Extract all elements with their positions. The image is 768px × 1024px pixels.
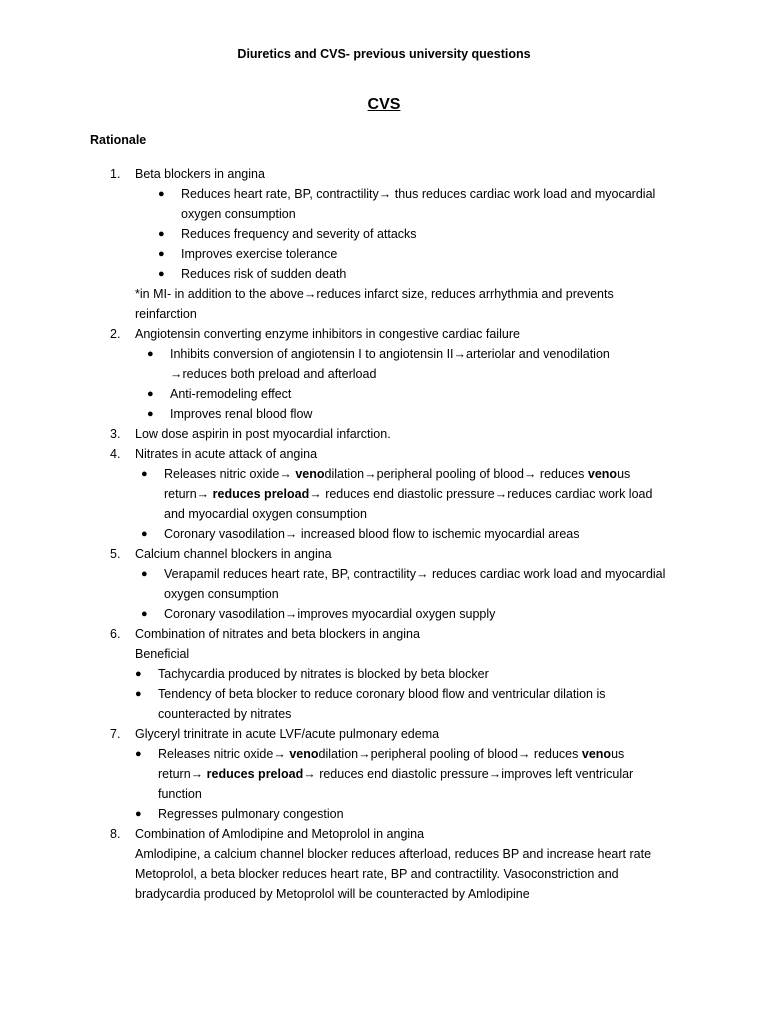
item-text: Glyceryl trinitrate in acute LVF/acute pulmonary edema: [135, 727, 440, 741]
bullet-icon: ●: [141, 528, 148, 540]
item-text: Nitrates in acute attack of angina: [135, 447, 318, 461]
list-item: [0, 544, 768, 624]
item-paragraph: Amlodipine, a calcium channel blocker reduces afterload, reduces BP and increase heart rate: [135, 847, 652, 861]
bullet-text: Anti-remodeling effect: [170, 387, 292, 401]
item-number: 8.: [110, 827, 121, 841]
bullet-icon: ●: [135, 808, 142, 820]
bullet-text: Releases nitric oxide→ venodilation→peripheral pooling of blood→ reduces venous return→ reduces preload→ reduces end diastolic pressure→improves left ventricular function: [158, 747, 634, 801]
bullet-text: Verapamil reduces heart rate, BP, contractility→ reduces cardiac work load and myocardial oxygen consumption: [164, 567, 666, 601]
bullet-icon: ●: [147, 408, 154, 420]
item-number: 2.: [110, 327, 121, 341]
subsection-label: Rationale: [90, 133, 147, 147]
bullet-icon: ●: [141, 608, 148, 620]
list-item: [0, 164, 768, 324]
bullet-icon: ●: [135, 668, 142, 680]
bullet-icon: ●: [158, 188, 165, 200]
item-note: *in MI- in addition to the above→reduces infarct size, reduces arrhythmia and prevents reinfarction: [135, 287, 614, 321]
bullet-text: Coronary vasodilation→improves myocardial oxygen supply: [164, 607, 496, 621]
item-text: Calcium channel blockers in angina: [135, 547, 332, 561]
bullet-icon: ●: [141, 568, 148, 580]
item-paragraph: Metoprolol, a beta blocker reduces heart rate, BP and contractility. Vasoconstriction and bradycardia produced by Metoprolol will be counteracted by Amlodipine: [135, 867, 619, 901]
bullet-icon: ●: [135, 748, 142, 760]
item-text: Combination of Amlodipine and Metoprolol in angina: [135, 827, 425, 841]
item-text: Beta blockers in angina: [135, 167, 265, 181]
bullet-icon: ●: [135, 688, 142, 700]
bullet-icon: ●: [158, 248, 165, 260]
bullet-icon: ●: [158, 268, 165, 280]
list-item: [0, 824, 768, 904]
bullet-text: Improves renal blood flow: [170, 407, 313, 421]
bullet-icon: ●: [147, 388, 154, 400]
bullet-text: Reduces frequency and severity of attacks: [181, 227, 417, 241]
item-number: 3.: [110, 427, 121, 441]
item-number: 4.: [110, 447, 121, 461]
section-heading: CVS: [367, 96, 401, 113]
bullet-text: Tendency of beta blocker to reduce coronary blood flow and ventricular dilation is counteracted by nitrates: [158, 687, 606, 721]
item-text: Angiotensin converting enzyme inhibitors in congestive cardiac failure: [135, 327, 520, 341]
bullet-text: Coronary vasodilation→ increased blood flow to ischemic myocardial areas: [164, 527, 580, 541]
list-item: [0, 424, 768, 444]
bullet-icon: ●: [158, 228, 165, 240]
list-item: [0, 444, 768, 544]
bullet-icon: ●: [141, 468, 148, 480]
list-item: [0, 324, 768, 424]
item-subtext: Beneficial: [135, 647, 190, 661]
item-number: 7.: [110, 727, 121, 741]
bullet-text: Releases nitric oxide→ venodilation→peripheral pooling of blood→ reduces venous return→ reduces preload→ reduces end diastolic pressure→reduces cardiac work load and myocardial oxygen consumption: [164, 467, 653, 521]
bullet-text: Tachycardia produced by nitrates is blocked by beta blocker: [158, 667, 489, 681]
item-number: 5.: [110, 547, 121, 561]
bullet-icon: ●: [147, 348, 154, 360]
bullet-text: Improves exercise tolerance: [181, 247, 338, 261]
list-item: [0, 724, 768, 824]
list-item: [0, 624, 768, 724]
bullet-text: Reduces risk of sudden death: [181, 267, 347, 281]
item-number: 6.: [110, 627, 121, 641]
numbered-list: [0, 164, 768, 904]
document-title: Diuretics and CVS- previous university questions: [237, 47, 531, 61]
bullet-text: Regresses pulmonary congestion: [158, 807, 344, 821]
item-text: Combination of nitrates and beta blockers in angina: [135, 627, 420, 641]
bullet-text: Reduces heart rate, BP, contractility→ thus reduces cardiac work load and myocardial oxygen consumption: [181, 187, 656, 221]
bullet-text: Inhibits conversion of angiotensin I to angiotensin II→arteriolar and venodilation →reduces both preload and afterload: [170, 347, 610, 381]
item-text: Low dose aspirin in post myocardial infarction.: [135, 427, 391, 441]
item-number: 1.: [110, 167, 121, 181]
